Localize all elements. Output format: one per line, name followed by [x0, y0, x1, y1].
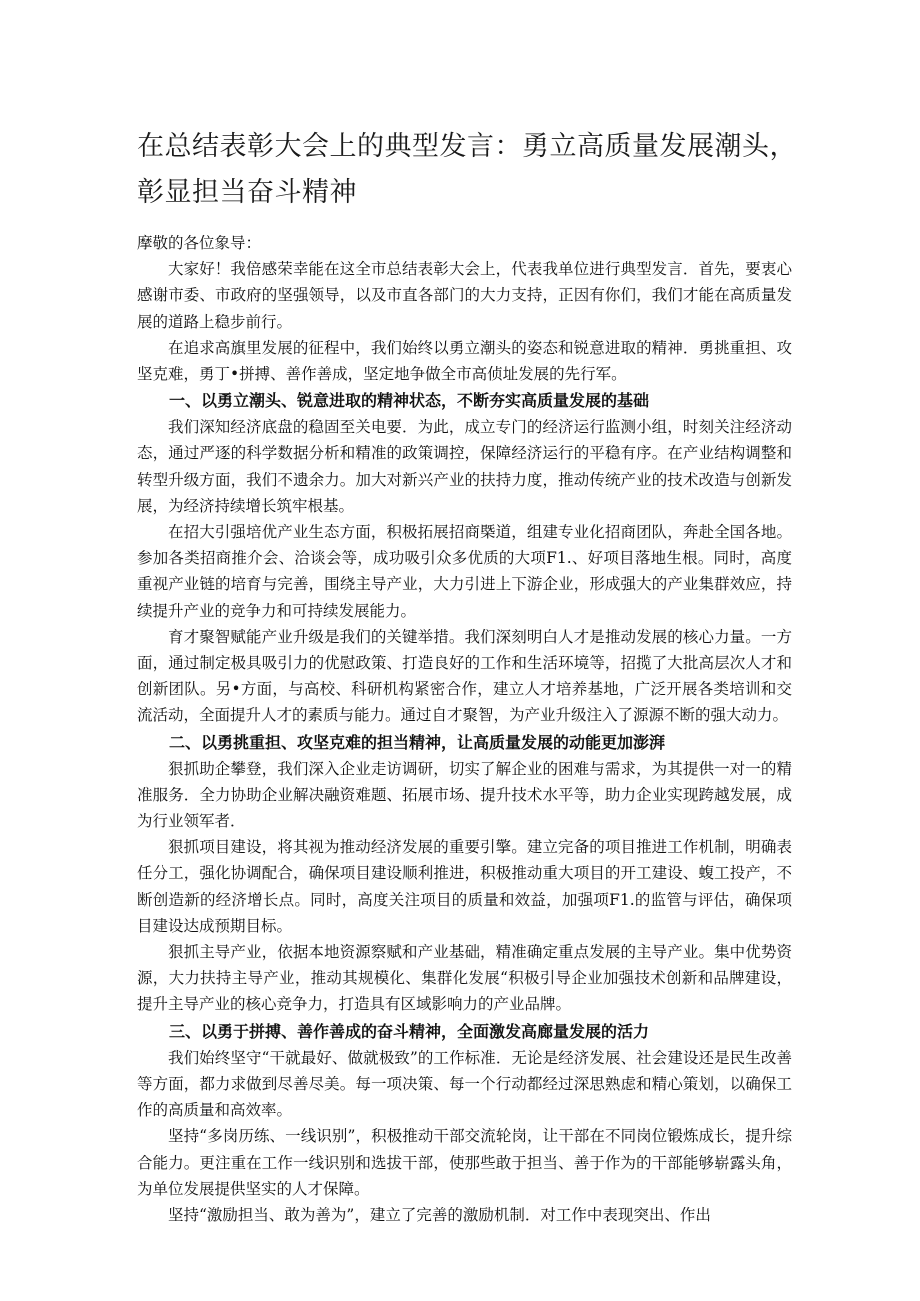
paragraph: 狠抓主导产业，依据本地资源察赋和产业基础，精准确定重点发展的主导产业。集中优势资源，大力扶持主导产业，推动其规模化、集群化发展“积极引导企业加强技术创新和品牌建设，提升主导产业的核心竞争力，打造具有区域影响力的产业品牌。	[137, 943, 792, 1014]
paragraph: 我们始终坚守“干就最好、做就极致”的工作标准．无论是经济发展、社会建设还是民生改善等方面，都力求做到尽善尽美。每一项决策、每一个行动都经过深思熟虑和精心策划，以确保工作的高质量和高效率。	[137, 1048, 792, 1120]
paragraph: 狠抓项目建设，将其视为推动经济发展的重要引擎。建立完备的项目推进工作机制，明确表任分工，强化协调配合，确保项目建设顺利推进，积极推动重大项目的开工建设、蝮工投产，不断创造新的经济增长点。同时，高度关注项目的质量和效益，加强项F1.的监管与评估，确保项目建设达成预期目标。	[137, 838, 792, 935]
paragraph-intro: 在追求高旗里发展的征程中，我们始终以勇立潮头的姿态和锐意进取的精神．勇挑重担、攻坚克难，勇丁•拼搏、善作善成，坚定地争做全市高侦址发展的先行军。	[137, 338, 792, 384]
section-heading-3: 三、以勇于拼搏、善作善成的奋斗精神，全面激发高廊量发展的活力	[169, 1021, 650, 1041]
paragraph: 在招大引强培优产业生态方面，积极拓展招商槩道，组建专业化招商团队，奔赴全国各地。参加各类招商推介会、洽谈会等，成功吸引众多优质的大项F1.、好项目落地生根。同时，高度重视产业链的培育与完善，围绕主导产业，大力引进上下游企业，形成强大的产业集群效应，持续提升产业的竞争力和可持续发展能力。	[137, 523, 792, 620]
paragraph: 坚持“多岗历练、一线识别”，积极推动干部交流轮岗，让干部在不同岗位锻炼成长，提升综合能力。更注重在工作一线识别和选拔干部，使那些敢于担当、善于作为的干部能够崭露头角，为单位发展提供坚实的人才保障。	[137, 1127, 792, 1198]
section-heading-2: 二、以勇挑重担、攻坚克难的担当精神，让高质量发展的动能更加澎湃	[169, 732, 666, 752]
paragraph: 狠抓助企攀登，我们深入企业走访调研，切实了解企业的困难与需求，为其提供一对一的精准服务．全力协助企业解决融资难题、拓展市场、提升技术水平等，助力企业实现跨越发展，成为行业领军者．	[137, 759, 792, 831]
section-heading-1: 一、以勇立潮头、锐意进取的精神状态，不断夯实高质量发展的基础	[169, 391, 650, 411]
paragraph-opening: 大家好！我倍感荣幸能在这全市总结表彰大会上，代表我单位进行典型发言．首先，要衷心感谢市委、市政府的坚强领导，以及市直各部门的大力支持，正因有你们，我们才能在高质量发展的道路上稳步前行。	[137, 260, 792, 331]
salutation: 摩敬的各位象导：	[137, 234, 262, 252]
paragraph: 我们深知经济底盘的稳固至关电要．为此，成立专门的经济运行监测小组，时刻关注经济动态，通过严逐的科学数据分析和精准的政策调控，保障经济运行的平稳有序。在产业结构调整和转型升级方面，我们不遗余力。加大对新兴产业的扶持力度，推动传统产业的技术改造与创新发展，为经济持续增长筑牢根基。	[137, 418, 792, 515]
paragraph: 坚持“激励担当、敢为善为”，建立了完善的激励机制．对工作中表现突出、作出	[168, 1205, 711, 1224]
paragraph: 育才聚智赋能产业升级是我们的关键举措。我们深刻明白人才是推动发展的核心力量。一方面，通过制定极具吸引力的优慰政策、打造良好的工作和生活环境等，招揽了大批高层次人才和创新团队。另•方面，与高校、科研机构紧密合作，建立人才培养基地，广泛开展各类培训和交流活动，全面提升人才的素质与能力。通过自才聚智，为产业升级注入了源源不断的强大动力。	[137, 627, 792, 725]
document-title: 在总结表彰大会上的典型发言：勇立高质量发展潮头，彰显担当奋斗精神	[137, 131, 797, 208]
document-body	[137, 230, 792, 1228]
